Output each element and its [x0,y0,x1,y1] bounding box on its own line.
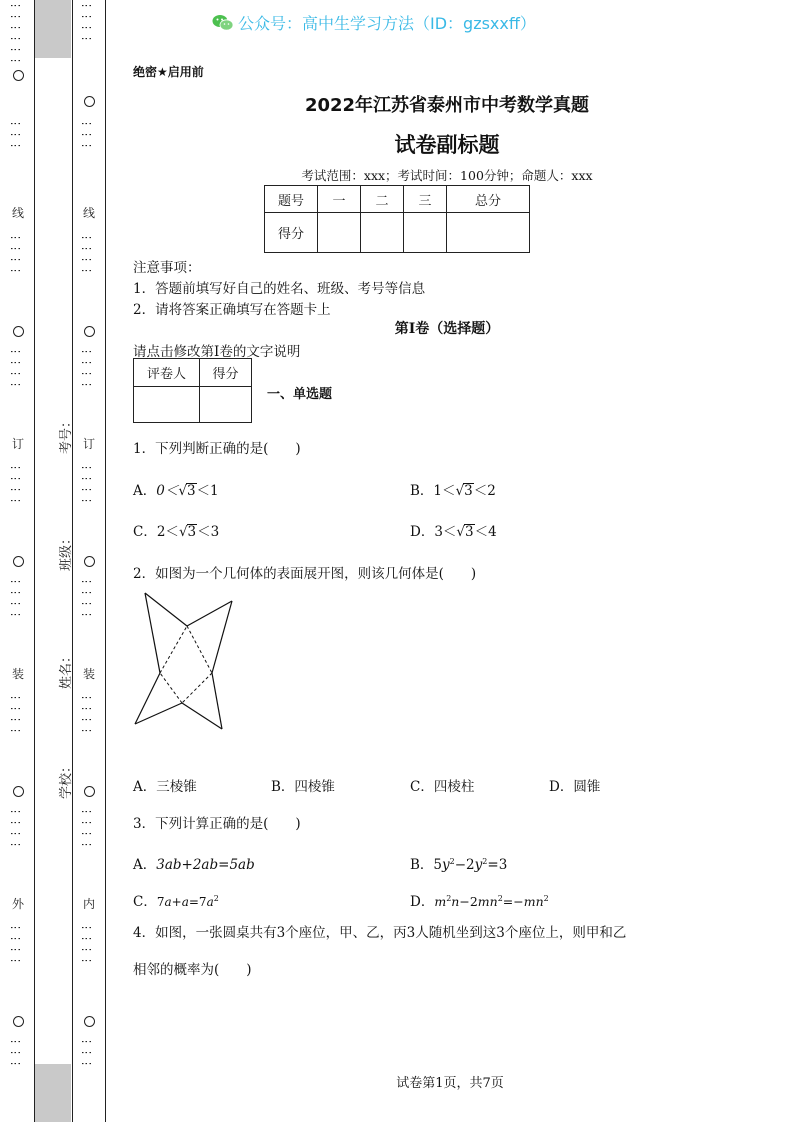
option-label: A． [133,483,157,499]
inner-circle-4 [81,786,97,799]
inner-dots-6: ⋮⋮⋮⋮ [80,692,93,736]
sqrt-radicand: 3 [187,524,197,540]
exam-subtitle: 试卷副标题 [394,133,500,157]
question-3-stem: 3．下列计算正确的是( ) [133,816,301,832]
inner-dots-9: ⋮⋮⋮ [80,1036,93,1069]
score-header-cell: 一 [318,186,361,213]
q3-option-b[interactable] [410,853,507,873]
option-label: C． [133,894,157,910]
q3-option-d[interactable] [410,890,549,910]
score-cell[interactable] [318,213,361,253]
score-header-cell: 三 [404,186,447,213]
score-table [264,185,530,253]
q1-option-d[interactable]: D．3＜√3＜4 [410,524,497,540]
field-exam-number: 考号： [59,414,75,455]
page-footer: 试卷第1页，共7页 [396,1076,504,1091]
outer-dot-column: ⋮⋮⋮⋮⋮⋮ [10,0,26,87]
sqrt-radicand: 3 [186,483,196,499]
exam-info: 考试范围：xxx；考试时间：100分钟；命题人：xxx [301,168,593,183]
outer-circle-4 [10,786,26,799]
outer-char-4: 外 [11,897,24,911]
wechat-banner [212,11,536,36]
q2-option-b[interactable]: B．四棱锥 [271,779,335,795]
outer-dots-4: ⋮⋮⋮⋮ [9,462,22,506]
option-math: $5y^2-2y^2=3$ [433,857,508,873]
outer-dots-1: ⋮⋮⋮ [9,118,22,151]
notes-item: 2．请将答案正确填写在答题卡上 [133,302,331,318]
inner-dots-5: ⋮⋮⋮⋮ [80,576,93,620]
q2-option-a[interactable]: A．三棱锥 [133,779,197,795]
option-math: ＜4 [474,524,497,540]
grader-table [133,358,252,423]
exam-title: 2022年江苏省泰州市中考数学真题 [304,95,590,116]
field-class: 班级： [59,531,75,572]
question-1-stem: 1．下列判断正确的是( ) [133,441,301,457]
score-row-label: 得分 [265,213,318,253]
q1-option-c[interactable]: C．2＜√3＜3 [133,524,220,540]
notes-item: 1．答题前填写好自己的姓名、班级、考号等信息 [133,281,426,297]
option-label: B． [410,483,434,499]
inner-dots-4: ⋮⋮⋮⋮ [80,462,93,506]
notes-title: 注意事项： [133,260,201,276]
net-diagram [130,588,240,733]
grader-header-cell: 评卷人 [134,359,200,387]
inner-dots-3: ⋮⋮⋮⋮ [80,346,93,390]
outer-dots-9: ⋮⋮⋮ [9,1036,22,1069]
option-math: 2＜ [156,524,179,540]
outer-char-1: 线 [11,206,24,220]
q1-option-a[interactable]: A．0＜√3＜1 [133,483,219,499]
option-math: $m^2n-2mn^2=-mn^2$ [434,894,549,909]
question-4-stem-line1: 4．如图，一张圆桌共有3个座位，甲、乙，丙3人随机坐到这3个座位上，则甲和乙 [133,925,627,941]
section-title: 第I卷（选择题） [394,321,500,337]
wechat-icon [212,14,234,36]
option-math: $7a+a=7a^2$ [156,894,219,909]
score-cell[interactable] [404,213,447,253]
question-2-stem: 2．如图为一个几何体的表面展开图，则该几何体是( ) [133,566,477,582]
score-header-cell: 二 [361,186,404,213]
option-label: B． [410,857,434,873]
option-label: D． [410,894,435,910]
option-math: 3ab [156,857,182,873]
inner-dots-2: ⋮⋮⋮⋮ [80,232,93,276]
secret-label: 绝密★启用前 [133,65,204,79]
binding-circle [13,70,24,81]
section-hint[interactable]: 请点击修改第I卷的文字说明 [133,344,301,360]
part-title: 一、单选题 [267,387,333,402]
option-math: ＜2 [473,483,496,499]
score-table-header-row [265,186,530,213]
question-4-stem-line2: 相邻的概率为( ) [133,962,252,978]
grader-header-cell: 得分 [200,359,252,387]
grader-cell[interactable] [134,387,200,423]
option-label: D． [410,524,435,540]
outer-dots-6: ⋮⋮⋮⋮ [9,692,22,736]
q1-option-b[interactable]: B．1＜√3＜2 [410,483,496,499]
option-math: 0＜ [156,483,179,499]
inner-char-2: 订 [82,437,95,451]
field-school: 学校： [59,759,75,800]
sqrt-radicand: 3 [464,483,473,499]
inner-dots-8: ⋮⋮⋮⋮ [80,922,93,966]
q3-option-c[interactable] [133,890,219,910]
q2-option-d[interactable]: D．圆锥 [549,779,601,795]
option-math: ＜3 [197,524,220,540]
inner-dots-1: ⋮⋮⋮ [80,118,93,151]
q2-option-c[interactable]: C．四棱柱 [410,779,475,795]
score-cell[interactable] [447,213,530,253]
outer-circle-3 [10,556,26,569]
outer-dots-8: ⋮⋮⋮⋮ [9,922,22,966]
outer-dots-5: ⋮⋮⋮⋮ [9,576,22,620]
outer-dots-7: ⋮⋮⋮⋮ [9,806,22,850]
option-label: A． [133,857,157,873]
grader-cell[interactable] [200,387,252,423]
binding-band-top [35,0,71,58]
outer-dots-2: ⋮⋮⋮⋮ [9,232,22,276]
option-math: ＜1 [196,483,219,499]
wechat-banner-text: 公众号：高中生学习方法（ID：gzsxxff） [238,14,536,33]
q3-option-a[interactable]: A．3ab+2ab=5ab [133,857,255,873]
outer-char-3: 装 [11,667,24,681]
score-header-cell: 题号 [265,186,318,213]
field-name: 姓名： [59,649,75,690]
inner-char-1: 线 [82,206,95,220]
score-header-cell: 总分 [447,186,530,213]
option-math: 1＜ [433,483,456,499]
inner-char-3: 装 [82,667,95,681]
inner-char-4: 内 [82,897,95,911]
inner-circle-3 [81,556,97,569]
outer-char-2: 订 [11,437,24,451]
option-label: C． [133,524,157,540]
outer-dots-3: ⋮⋮⋮⋮ [9,346,22,390]
sqrt-radicand: 3 [465,524,474,540]
option-math: 3＜ [434,524,457,540]
inner-dots-0: ⋮⋮⋮⋮ [80,0,93,44]
score-cell[interactable] [361,213,404,253]
inner-circle-5 [81,1016,97,1029]
inner-dots-7: ⋮⋮⋮⋮ [80,806,93,850]
outer-circle-5 [10,1016,26,1029]
score-table-score-row [265,213,530,253]
